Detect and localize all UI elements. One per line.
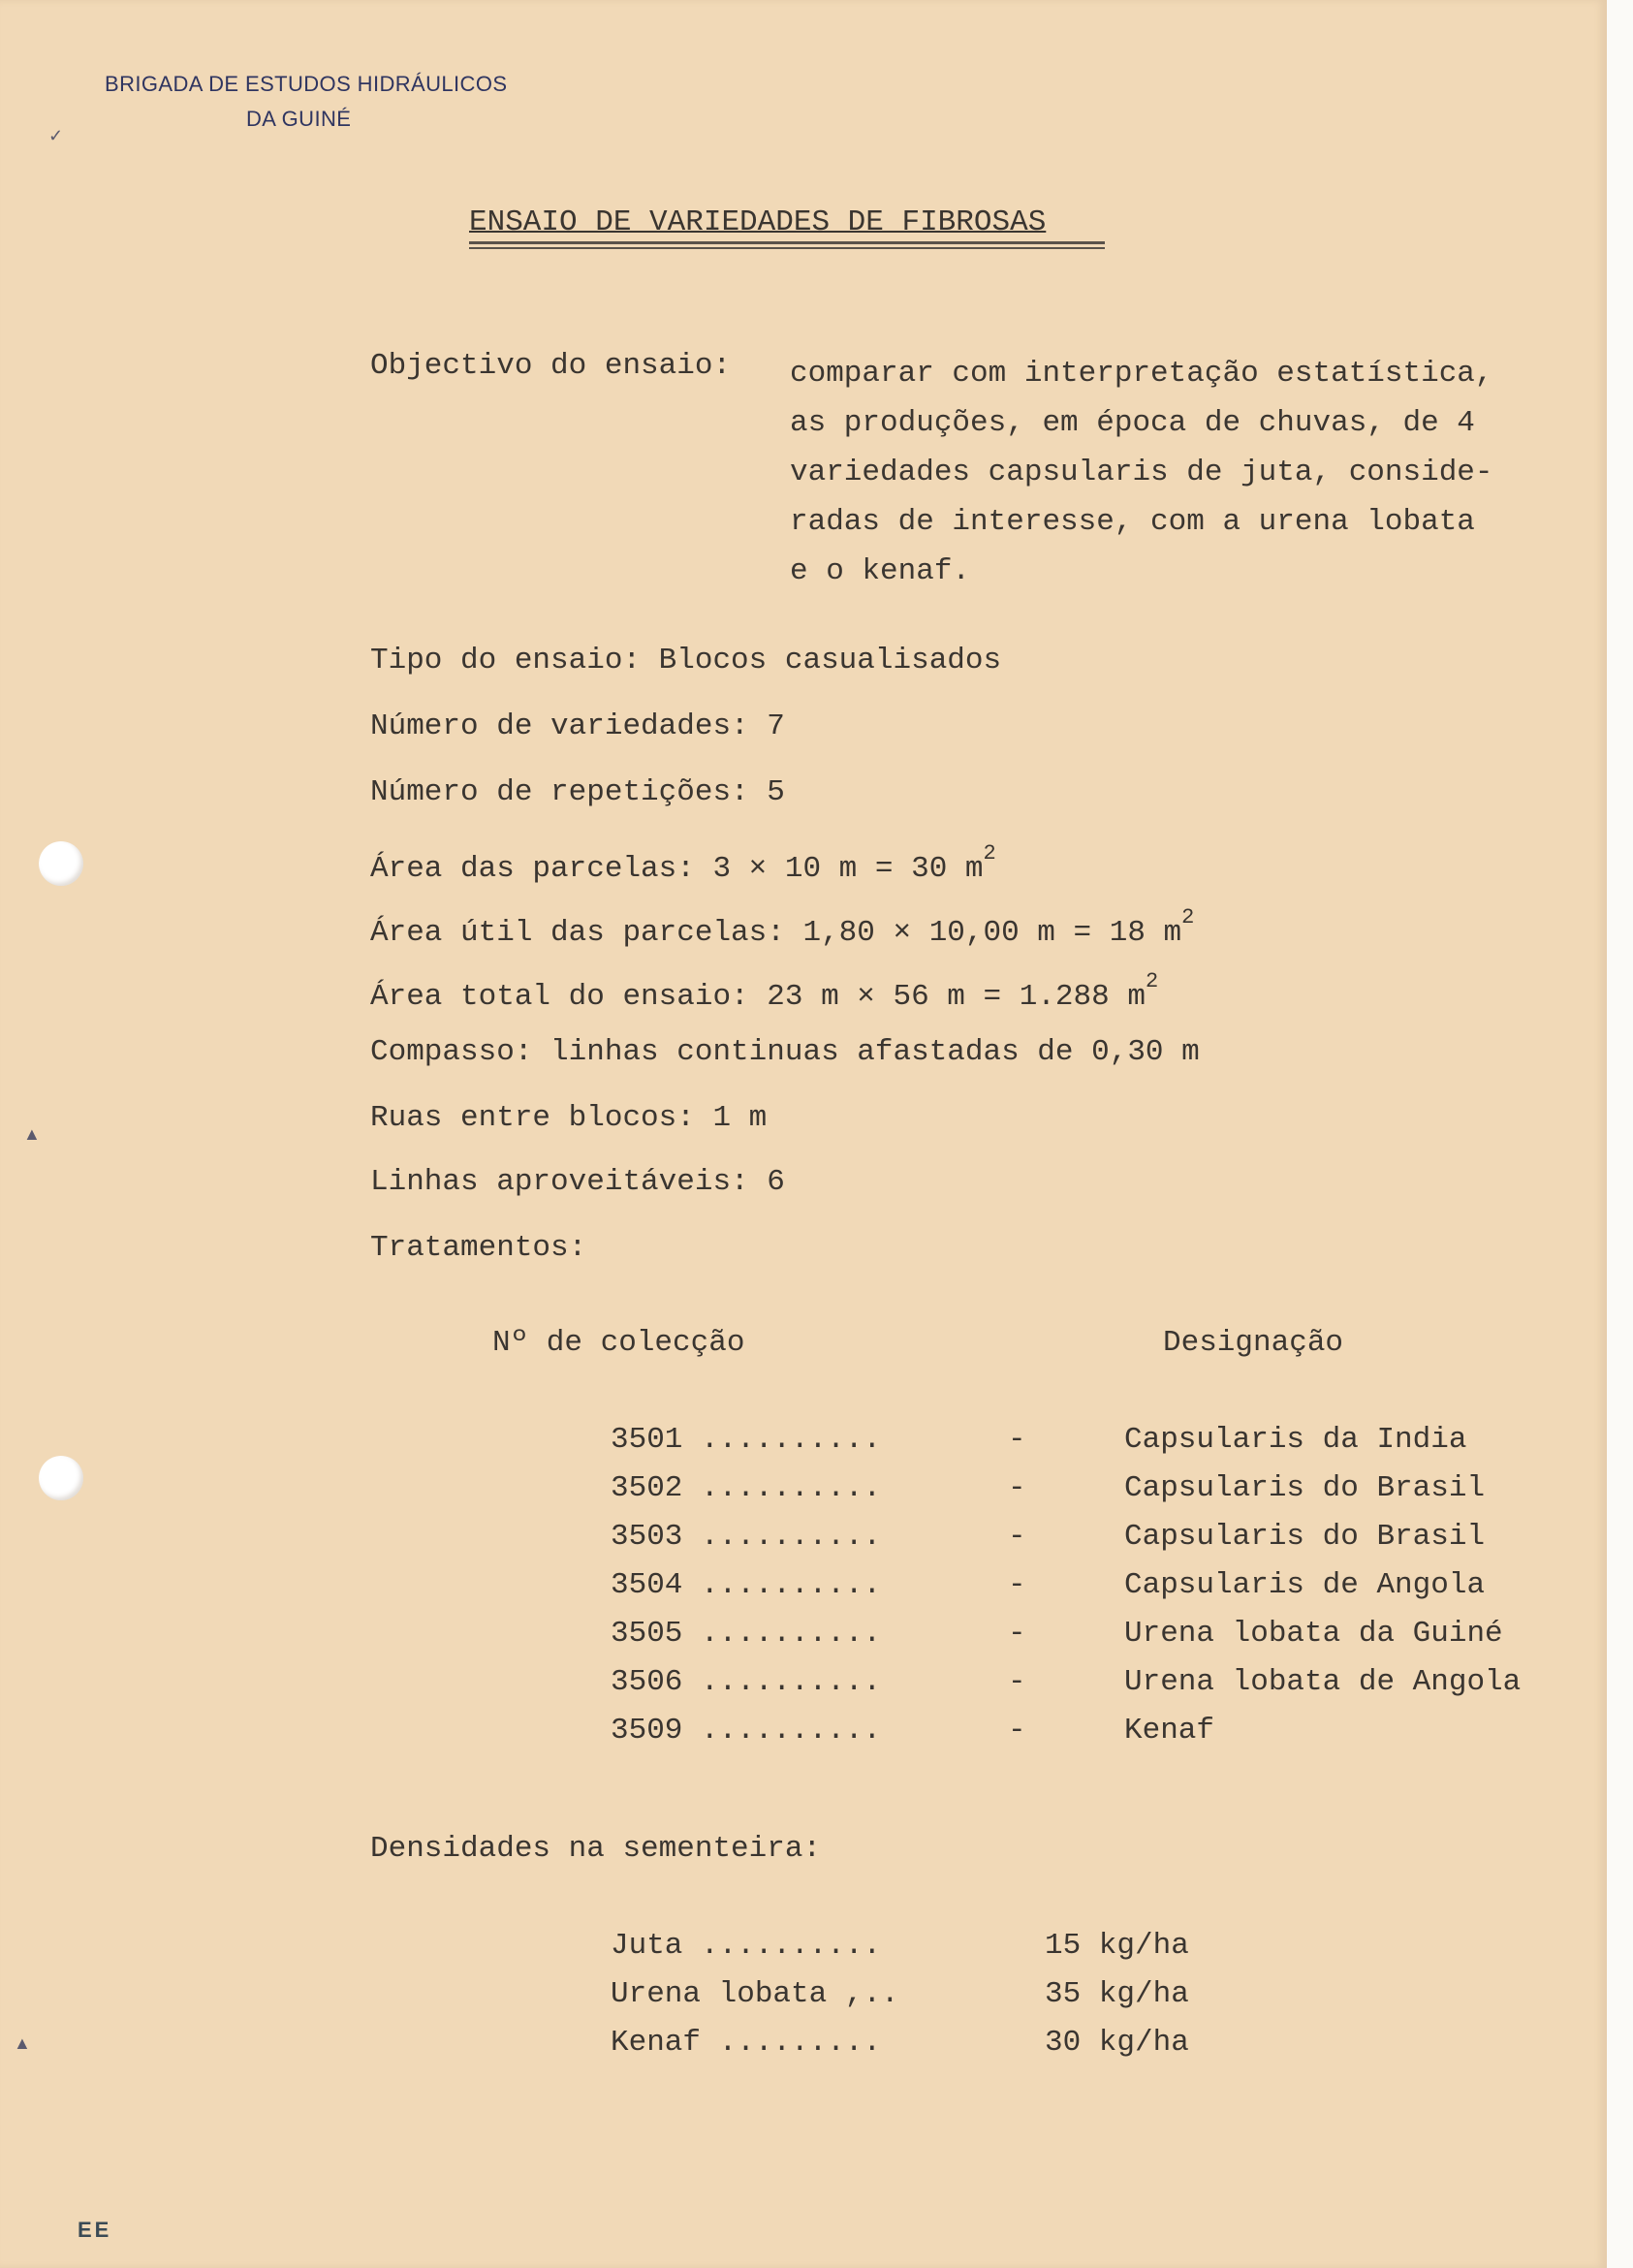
column-header-code: Nº de colecção [492, 1326, 745, 1360]
treatment-dash: - [1008, 1665, 1026, 1699]
treatment-code: 3501 .......... [611, 1423, 882, 1457]
superscript-2: 2 [983, 841, 996, 866]
field-tipo: Tipo do ensaio: Blocos casualisados [370, 644, 1002, 677]
field-area-util-text: Área útil das parcelas: 1,80 × 10,00 m = 18 m [370, 916, 1182, 950]
treatment-name: Capsularis de Angola [1124, 1568, 1486, 1602]
field-area-total-text: Área total do ensaio: 23 m × 56 m = 1.288 m [370, 980, 1146, 1014]
column-header-name: Designação [1163, 1326, 1344, 1360]
treatment-dash: - [1008, 1617, 1026, 1651]
treatment-name: Capsularis do Brasil [1124, 1520, 1486, 1554]
punch-hole [39, 1456, 83, 1500]
objective-text [790, 349, 1575, 596]
field-ruas: Ruas entre blocos: 1 m [370, 1101, 768, 1135]
superscript-2: 2 [1145, 969, 1159, 993]
treatment-code: 3505 .......... [611, 1617, 882, 1651]
objective-line: e o kenaf. [790, 554, 971, 588]
treatment-code: 3504 .......... [611, 1568, 882, 1602]
margin-mark: ✓ [48, 126, 64, 145]
margin-mark: ▲ [23, 1124, 41, 1144]
objective-line: comparar com interpretação estatística, [790, 357, 1493, 391]
treatment-name: Kenaf [1124, 1714, 1215, 1748]
document-title: ENSAIO DE VARIEDADES DE FIBROSAS [469, 205, 1047, 239]
treatment-name: Capsularis da India [1124, 1423, 1467, 1457]
title-double-rule-bottom [469, 247, 1105, 249]
treatment-dash: - [1008, 1520, 1026, 1554]
field-area-util [370, 905, 1194, 950]
treatment-dash: - [1008, 1714, 1026, 1748]
treatment-dash: - [1008, 1471, 1026, 1505]
density-value: 35 kg/ha [1045, 1977, 1189, 2011]
field-compasso: Compasso: linhas continuas afastadas de 0,30 m [370, 1035, 1200, 1069]
punch-hole [39, 841, 83, 886]
page-edge [1607, 0, 1633, 2268]
objective-line: variedades capsularis de juta, conside- [790, 456, 1493, 489]
field-area-parcelas-text: Área das parcelas: 3 × 10 m = 30 m [370, 852, 984, 886]
density-name: Urena lobata ,.. [611, 1977, 899, 2011]
treatment-code: 3506 .......... [611, 1665, 882, 1699]
objective-line: as produções, em época de chuvas, de 4 [790, 406, 1475, 440]
density-value: 30 kg/ha [1045, 2026, 1189, 2060]
letterhead-line1: BRIGADA DE ESTUDOS HIDRÁULICOS [105, 72, 508, 96]
field-tratamentos: Tratamentos: [370, 1231, 587, 1265]
superscript-2: 2 [1181, 905, 1195, 929]
treatment-name: Capsularis do Brasil [1124, 1471, 1486, 1505]
densities-label: Densidades na sementeira: [370, 1832, 822, 1866]
letterhead-line2: DA GUINÉ [246, 107, 352, 131]
margin-mark: ▲ [14, 2033, 31, 2053]
treatment-dash: - [1008, 1568, 1026, 1602]
field-variedades: Número de variedades: 7 [370, 709, 785, 743]
field-area-parcelas [370, 841, 996, 886]
treatment-code: 3502 .......... [611, 1471, 882, 1505]
treatment-code: 3509 .......... [611, 1714, 882, 1748]
density-name: Juta .......... [611, 1929, 882, 1963]
footer-mark: EE [78, 2218, 112, 2242]
objective-label: Objectivo do ensaio: [370, 349, 732, 383]
treatment-dash: - [1008, 1423, 1026, 1457]
treatment-name: Urena lobata de Angola [1124, 1665, 1522, 1699]
density-name: Kenaf ......... [611, 2026, 882, 2060]
title-double-rule-top [469, 241, 1105, 244]
objective-line: radas de interesse, com a urena lobata [790, 505, 1475, 539]
treatment-code: 3503 .......... [611, 1520, 882, 1554]
field-linhas: Linhas aproveitáveis: 6 [370, 1165, 785, 1199]
treatment-name: Urena lobata da Guiné [1124, 1617, 1503, 1651]
field-area-total [370, 969, 1158, 1014]
density-value: 15 kg/ha [1045, 1929, 1189, 1963]
field-repeticoes: Número de repetições: 5 [370, 775, 785, 809]
